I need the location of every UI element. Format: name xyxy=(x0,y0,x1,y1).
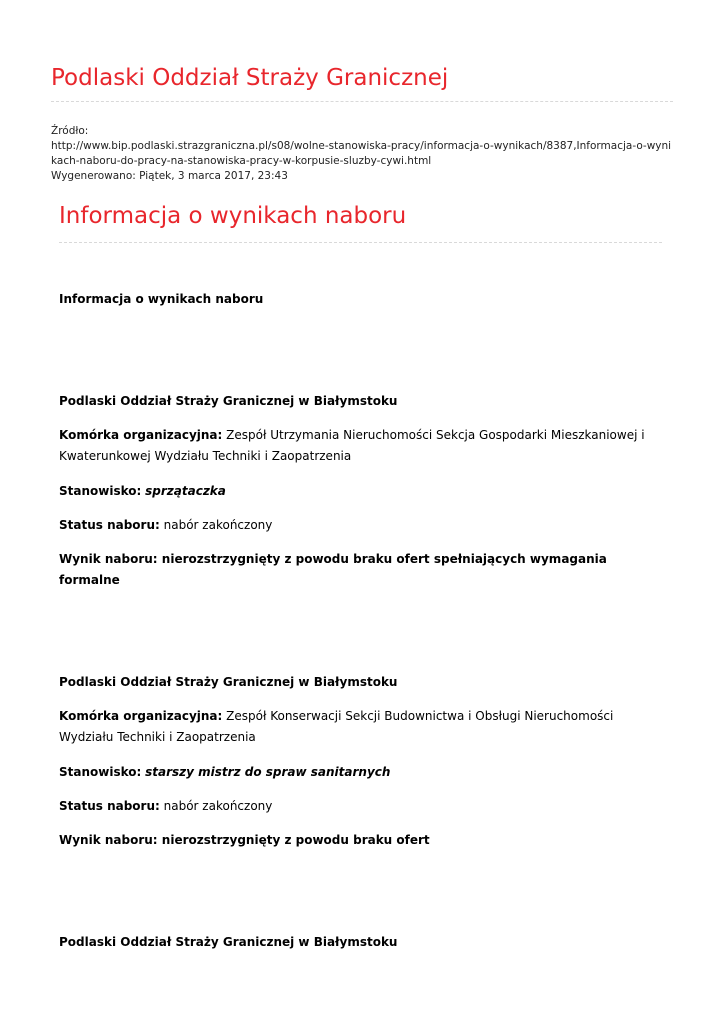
entry-position-value: starszy mistrz do spraw sanitarnych xyxy=(145,765,391,779)
entry-result-label: Wynik naboru: xyxy=(59,552,158,566)
entry-status xyxy=(59,515,659,536)
entry-org: Podlaski Oddział Straży Granicznej w Białymstoku xyxy=(59,935,398,949)
source-label: Źródło: xyxy=(51,125,89,137)
article-title: Informacja o wynikach naboru xyxy=(59,203,407,229)
entry-unit xyxy=(59,425,659,467)
entry-position-label: Stanowisko: xyxy=(59,765,142,779)
entry-position xyxy=(59,481,659,502)
entry-status-label: Status naboru: xyxy=(59,518,160,532)
result-entry-3 xyxy=(59,932,659,953)
entry-status-value: nabór zakończony xyxy=(163,518,273,532)
intro-heading: Informacja o wynikach naboru xyxy=(59,292,264,306)
entry-org: Podlaski Oddział Straży Granicznej w Białymstoku xyxy=(59,675,398,689)
header-divider xyxy=(51,101,673,102)
entry-result xyxy=(59,830,659,851)
entry-result-value: nierozstrzygnięty z powodu braku ofert xyxy=(161,833,430,847)
entry-org: Podlaski Oddział Straży Granicznej w Białymstoku xyxy=(59,394,398,408)
entry-position-value: sprzątaczka xyxy=(145,484,226,498)
entry-result-value: nierozstrzygnięty z powodu braku ofert spełniających wymagania formalne xyxy=(59,552,607,587)
article-content xyxy=(59,289,659,1034)
result-entry-1 xyxy=(59,391,659,591)
generated-date: Wygenerowano: Piątek, 3 marca 2017, 23:43 xyxy=(51,170,288,182)
entry-status-label: Status naboru: xyxy=(59,799,160,813)
entry-status xyxy=(59,796,659,817)
source-url: http://www.bip.podlaski.strazgraniczna.pl/s08/wolne-stanowiska-pracy/informacja-o-wynikach/8387,Informacja-o-wynikach-naboru-do-pracy-na-stanowiska-pracy-w-korpusie-sluzby-cywi.html xyxy=(51,140,672,167)
entry-position xyxy=(59,762,659,783)
entry-unit-value: Zespół Konserwacji Sekcji Budownictwa i Obsługi Nieruchomości Wydziału Techniki i Zaopatrzenia xyxy=(59,709,614,744)
entry-unit-label: Komórka organizacyjna: xyxy=(59,709,223,723)
entry-unit-value: Zespół Utrzymania Nieruchomości Sekcja Gospodarki Mieszkaniowej i Kwaterunkowej Wydziału Techniki i Zaopatrzenia xyxy=(59,428,645,463)
entry-unit-label: Komórka organizacyjna: xyxy=(59,428,223,442)
article-title-divider xyxy=(59,242,662,243)
entry-unit xyxy=(59,706,659,748)
site-title: Podlaski Oddział Straży Granicznej xyxy=(51,65,449,91)
entry-status-value: nabór zakończony xyxy=(163,799,273,813)
result-entry-2 xyxy=(59,672,659,851)
entry-result-label: Wynik naboru: xyxy=(59,833,158,847)
entry-result xyxy=(59,549,659,591)
page-meta xyxy=(51,124,673,184)
entry-position-label: Stanowisko: xyxy=(59,484,142,498)
